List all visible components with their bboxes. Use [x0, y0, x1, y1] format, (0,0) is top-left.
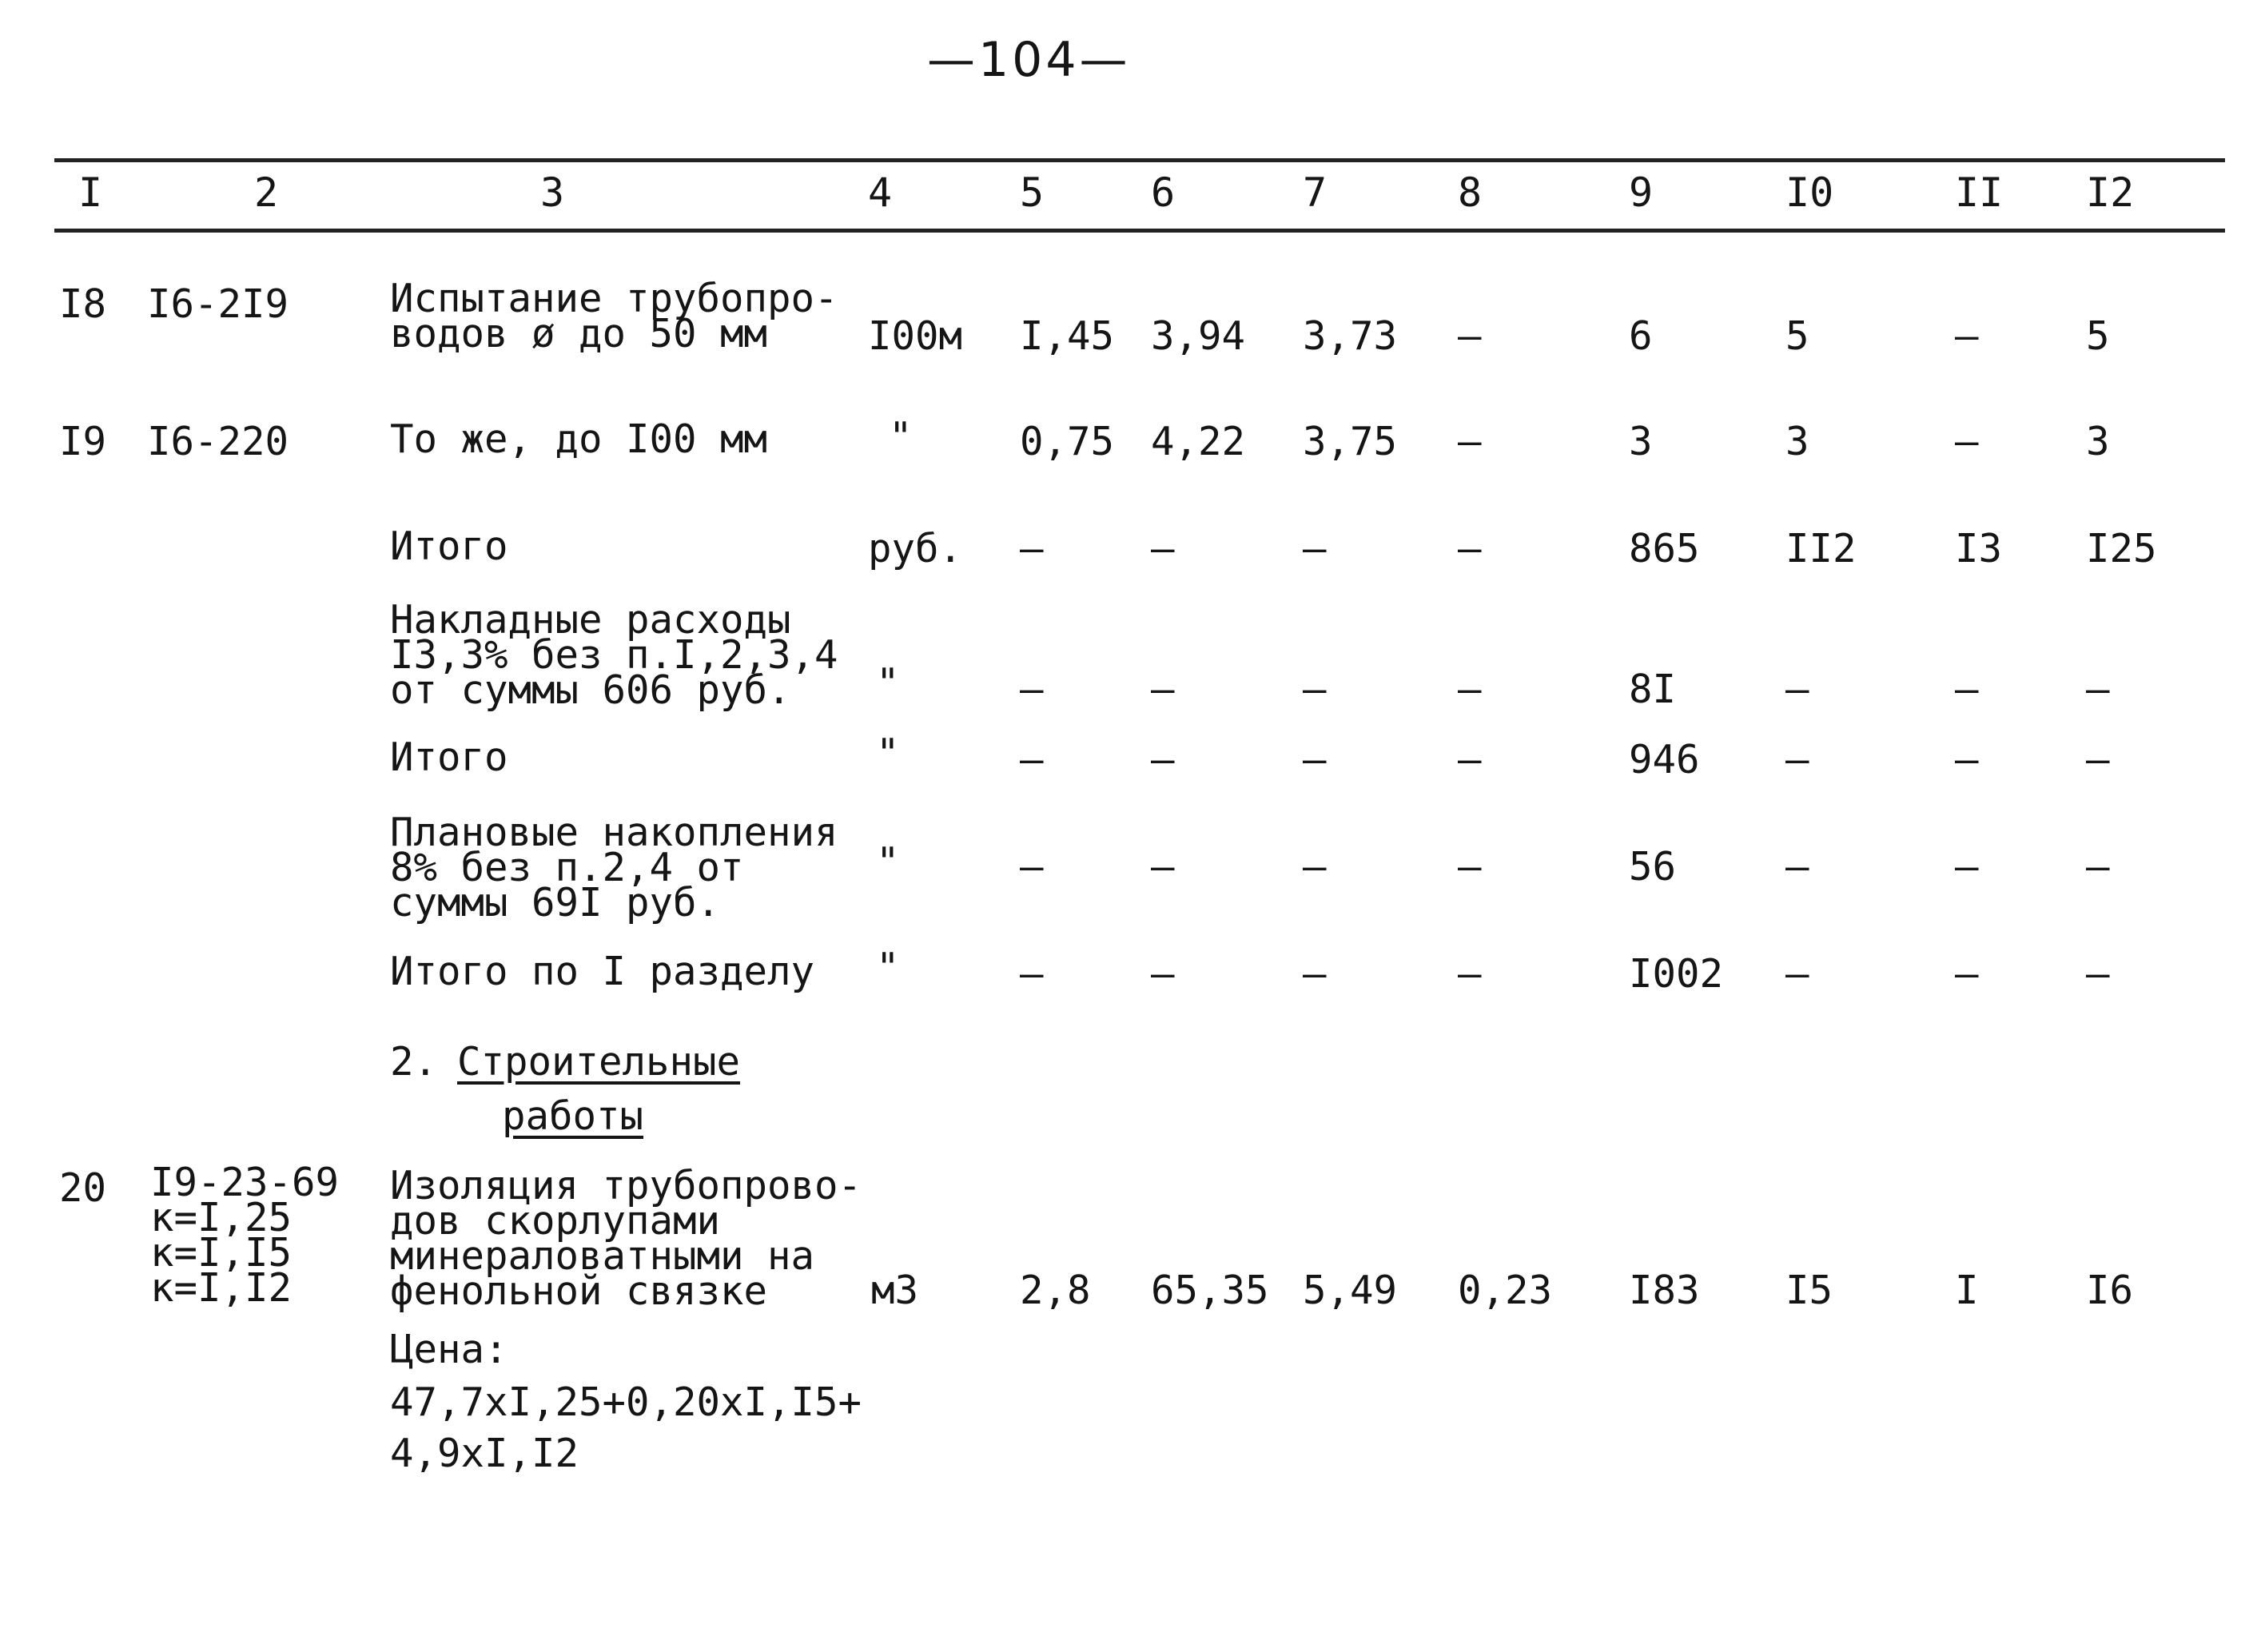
col-9: 865 [1629, 526, 1700, 571]
col-11: – [1955, 737, 1979, 782]
col-6: – [1151, 667, 1175, 712]
col-9: 3 [1629, 419, 1653, 464]
column-header-4: 4 [868, 169, 893, 216]
col-7: – [1303, 526, 1327, 571]
column-header-2: 2 [254, 169, 279, 216]
column-header-5: 5 [1020, 169, 1045, 216]
col-6: – [1151, 844, 1175, 890]
column-header-6: 6 [1151, 169, 1176, 216]
unit: " [876, 839, 900, 885]
unit: " [876, 730, 900, 776]
col-8: – [1458, 526, 1482, 571]
unit: " [889, 414, 913, 460]
col-10: I5 [1785, 1268, 1833, 1313]
col-7: 3,75 [1303, 419, 1398, 464]
column-header-12: I2 [2086, 169, 2135, 216]
unit: руб. [868, 526, 963, 571]
price-code: I9-23-69 к=I,25 к=I,I5 к=I,I2 [150, 1160, 340, 1311]
col-12: – [2086, 844, 2110, 890]
work-description: Итого по I разделу [390, 949, 815, 994]
col-11: – [1955, 419, 1979, 464]
col-9: I83 [1629, 1268, 1700, 1313]
col-5: – [1020, 844, 1044, 890]
col-8: – [1458, 951, 1482, 997]
col-7: – [1303, 951, 1327, 997]
col-11: – [1955, 951, 1979, 997]
unit: м3 [871, 1268, 919, 1313]
col-7: 5,49 [1303, 1268, 1398, 1313]
col-8: 0,23 [1458, 1268, 1553, 1313]
section-title-line1: Строительные [457, 1039, 741, 1085]
col-12: 3 [2086, 419, 2110, 464]
col-5: – [1020, 526, 1044, 571]
col-10: – [1785, 951, 1809, 997]
row-number: 20 [59, 1165, 107, 1211]
price-label: Цена: [390, 1327, 508, 1372]
col-10: – [1785, 737, 1809, 782]
col-8: – [1458, 737, 1482, 782]
work-description: Итого [390, 523, 508, 569]
col-11: I3 [1955, 526, 2003, 571]
column-header-7: 7 [1303, 169, 1328, 216]
page-number: —104— [927, 32, 1131, 88]
work-description: Итого [390, 734, 508, 780]
col-10: 3 [1785, 419, 1809, 464]
col-12: – [2086, 951, 2110, 997]
column-header-8: 8 [1458, 169, 1483, 216]
price-formula-line1: 47,7xI,25+0,20xI,I5+ [390, 1379, 862, 1425]
section-title-line2: работы [502, 1093, 644, 1139]
col-5: – [1020, 667, 1044, 712]
work-description: Изоляция трубопрово- дов скорлупами минераловатными на фенольной связке [390, 1163, 862, 1314]
col-11: – [1955, 667, 1979, 712]
col-11: – [1955, 313, 1979, 359]
col-6: 3,94 [1151, 313, 1246, 359]
col-8: – [1458, 844, 1482, 890]
col-7: 3,73 [1303, 313, 1398, 359]
col-11: I [1955, 1268, 1979, 1313]
col-10: 5 [1785, 313, 1809, 359]
col-8: – [1458, 419, 1482, 464]
col-5: – [1020, 737, 1044, 782]
col-10: II2 [1785, 526, 1857, 571]
section-number: 2. [390, 1039, 438, 1085]
col-5: 2,8 [1020, 1268, 1091, 1313]
col-12: I6 [2086, 1268, 2134, 1313]
price-code: I6-220 [147, 419, 289, 464]
col-12: – [2086, 667, 2110, 712]
col-6: – [1151, 951, 1175, 997]
column-header-9: 9 [1629, 169, 1654, 216]
col-10: – [1785, 844, 1809, 890]
unit: I00м [868, 313, 963, 359]
col-9: 56 [1629, 844, 1677, 890]
work-description: Накладные расходы I3,3% без п.I,2,3,4 от суммы 606 руб. [390, 597, 838, 713]
col-8: – [1458, 667, 1482, 712]
col-6: – [1151, 737, 1175, 782]
col-12: – [2086, 737, 2110, 782]
col-9: 946 [1629, 737, 1700, 782]
work-description: То же, до I00 мм [390, 416, 768, 462]
price-formula-line2: 4,9xI,I2 [390, 1431, 579, 1476]
col-8: – [1458, 313, 1482, 359]
col-5: 0,75 [1020, 419, 1115, 464]
price-code: I6-2I9 [147, 281, 289, 327]
column-header-11: II [1955, 169, 2004, 216]
unit: " [876, 945, 900, 990]
col-9: I002 [1629, 951, 1724, 997]
col-6: 65,35 [1151, 1268, 1269, 1313]
column-header-3: 3 [540, 169, 565, 216]
col-6: 4,22 [1151, 419, 1246, 464]
work-description: Испытание трубопро- водов ø до 50 мм [390, 276, 838, 356]
col-6: – [1151, 526, 1175, 571]
table-top-rule [54, 158, 2225, 162]
row-number: I9 [59, 419, 107, 464]
col-10: – [1785, 667, 1809, 712]
table-header-rule [54, 229, 2225, 233]
col-5: – [1020, 951, 1044, 997]
col-7: – [1303, 844, 1327, 890]
work-description: Плановые накопления 8% без п.2,4 от суммы 69I руб. [390, 810, 838, 926]
col-5: I,45 [1020, 313, 1115, 359]
column-header-10: I0 [1785, 169, 1834, 216]
col-9: 8I [1629, 667, 1677, 712]
col-12: I25 [2086, 526, 2157, 571]
col-7: – [1303, 667, 1327, 712]
unit: " [876, 660, 900, 706]
column-header-1: I [78, 169, 103, 216]
row-number: I8 [59, 281, 107, 327]
col-11: – [1955, 844, 1979, 890]
col-7: – [1303, 737, 1327, 782]
col-9: 6 [1629, 313, 1653, 359]
col-12: 5 [2086, 313, 2110, 359]
